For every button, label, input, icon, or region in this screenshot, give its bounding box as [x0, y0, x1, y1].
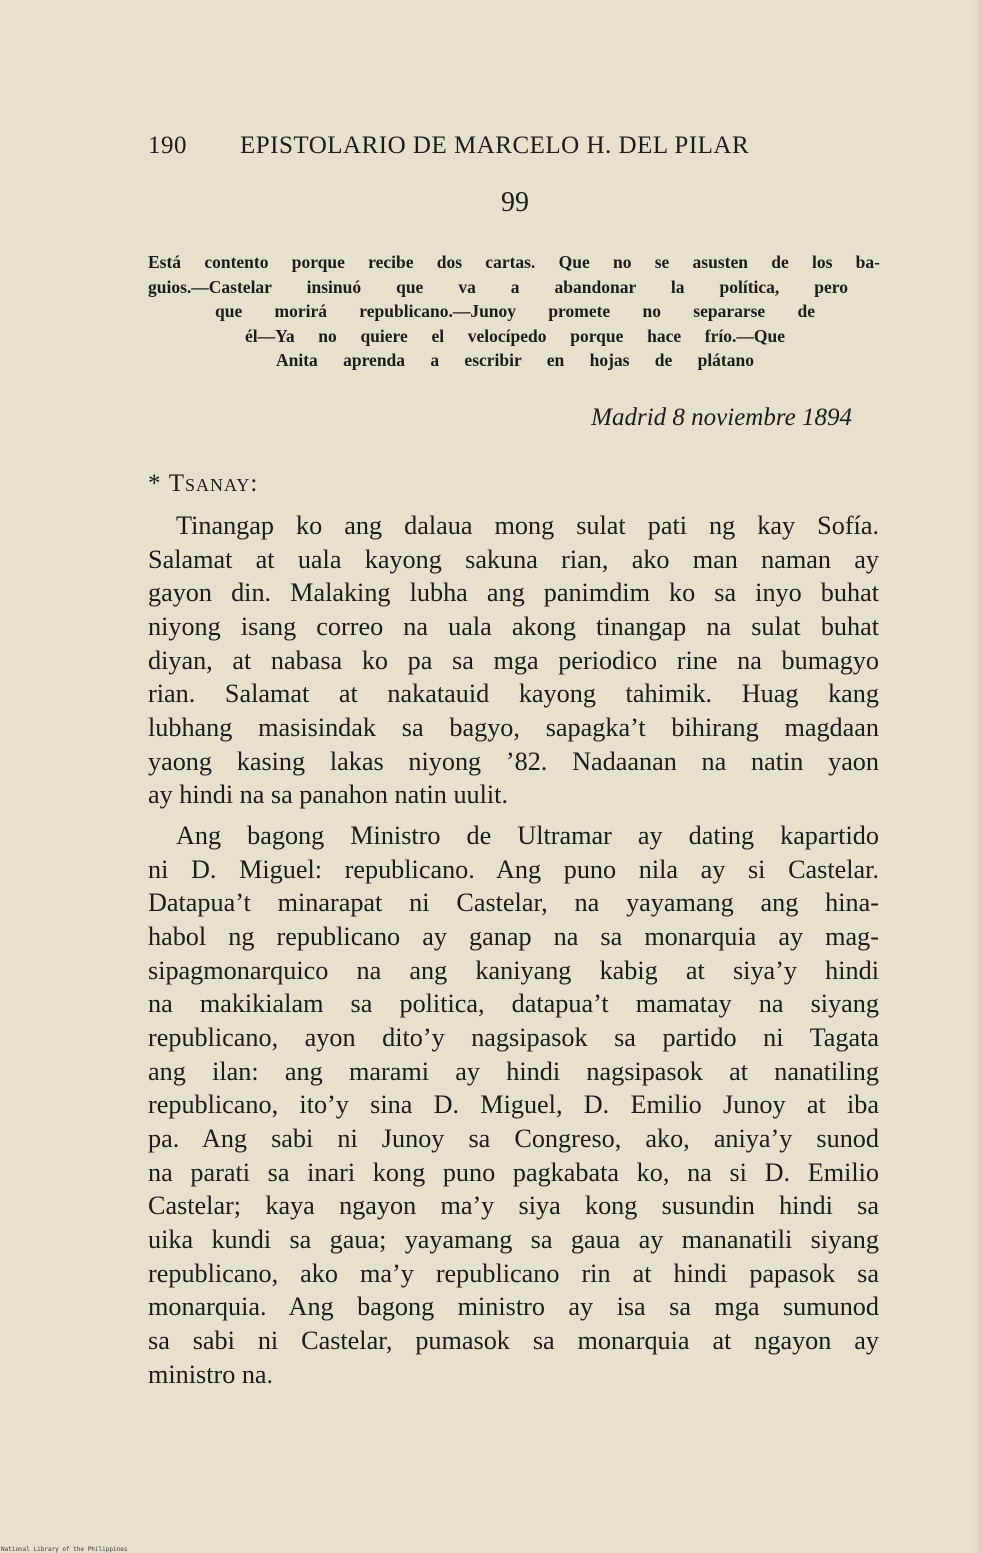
text-line: na makikialam sa politica, datapua’t mamatay na siyang — [148, 989, 879, 1019]
text-line: rian. Salamat at nakatauid kayong tahimik. Huag kang — [148, 679, 879, 709]
text-line: uika kundi sa gaua; yayamang sa gaua ay mananatili siyang — [148, 1224, 879, 1254]
paragraph-1 — [148, 509, 879, 812]
text-line: niyong isang correo na uala akong tinangap na sulat buhat — [148, 611, 879, 641]
book-title: EPISTOLARIO DE MARCELO H. DEL PILAR — [240, 132, 750, 159]
summary-line: que morirá republicano.—Junoy promete no separarse de — [215, 301, 815, 322]
text-line: na parati sa inari kong puno pagkabata ko, na si D. Emilio — [148, 1157, 879, 1187]
dateline: Madrid 8 noviembre 1894 — [591, 404, 852, 431]
text-line: ay hindi na sa panahon natin uulit. — [148, 780, 509, 810]
page-number: 190 — [148, 132, 187, 159]
text-line: Castelar; kaya ngayon ma’y siya kong susundin hindi sa — [148, 1191, 879, 1221]
summary-line: Está contento porque recibe dos cartas. Que no se asusten de los ba- — [148, 252, 880, 272]
text-line: ministro na. — [148, 1359, 274, 1389]
summary-line: Anita aprenda a escribir en hojas de plátano — [276, 350, 754, 371]
text-line: sa sabi ni Castelar, pumasok sa monarquia at ngayon ay — [148, 1325, 879, 1355]
text-line: republicano, ako ma’y republicano rin at hindi papasok sa — [148, 1258, 879, 1288]
text-line: ang ilan: ang marami ay hindi nagsipasok at nanatiling — [148, 1056, 879, 1086]
salutation-name: Tsanay: — [168, 470, 259, 497]
text-line: monarquia. Ang bagong ministro ay isa sa mga sumunod — [148, 1292, 879, 1322]
running-head — [148, 132, 848, 160]
paragraph-2 — [148, 819, 879, 1391]
salutation — [148, 470, 258, 498]
text-line: gayon din. Malaking lubha ang panimdim ko sa inyo buhat — [148, 578, 879, 608]
footer-credit: National Library of the Philippines — [1, 1546, 128, 1553]
text-line: Datapua’t minarapat ni Castelar, na yayamang ang hina- — [148, 888, 879, 918]
text-line: habol ng republicano ay ganap na sa monarquia ay mag- — [148, 921, 879, 951]
letter-number: 99 — [501, 187, 529, 218]
letter-summary — [148, 250, 880, 373]
text-line: Tinangap ko ang dalaua mong sulat pati ng kay Sofía. — [176, 511, 879, 540]
text-line: Ang bagong Ministro de Ultramar ay dating kapartido — [176, 821, 879, 850]
page-edge-shadow — [975, 0, 981, 1553]
text-line: Salamat at uala kayong sakuna rian, ako man naman ay — [148, 544, 879, 574]
text-line: yaong kasing lakas niyong ’82. Nadaanan na natin yaon — [148, 746, 879, 776]
text-line: diyan, at nabasa ko pa sa mga periodico rine na bumagyo — [148, 645, 879, 675]
text-line: pa. Ang sabi ni Junoy sa Congreso, ako, aniya’y sunod — [148, 1123, 879, 1153]
footnote-asterisk: * — [148, 470, 169, 497]
text-line: republicano, ayon dito’y nagsipasok sa partido ni Tagata — [148, 1022, 879, 1052]
text-line: ni D. Miguel: republicano. Ang puno nila ay si Castelar. — [148, 854, 879, 884]
text-line: lubhang masisindak sa bagyo, sapagka’t bihirang magdaan — [148, 712, 879, 742]
summary-line: guios.—Castelar insinuó que va a abandonar la política, pero — [148, 276, 848, 297]
summary-line: él—Ya no quiere el velocípedo porque hace frío.—Que — [245, 325, 785, 346]
text-line: republicano, ito’y sina D. Miguel, D. Emilio Junoy at iba — [148, 1090, 879, 1120]
text-line: sipagmonarquico na ang kaniyang kabig at siya’y hindi — [148, 955, 879, 985]
